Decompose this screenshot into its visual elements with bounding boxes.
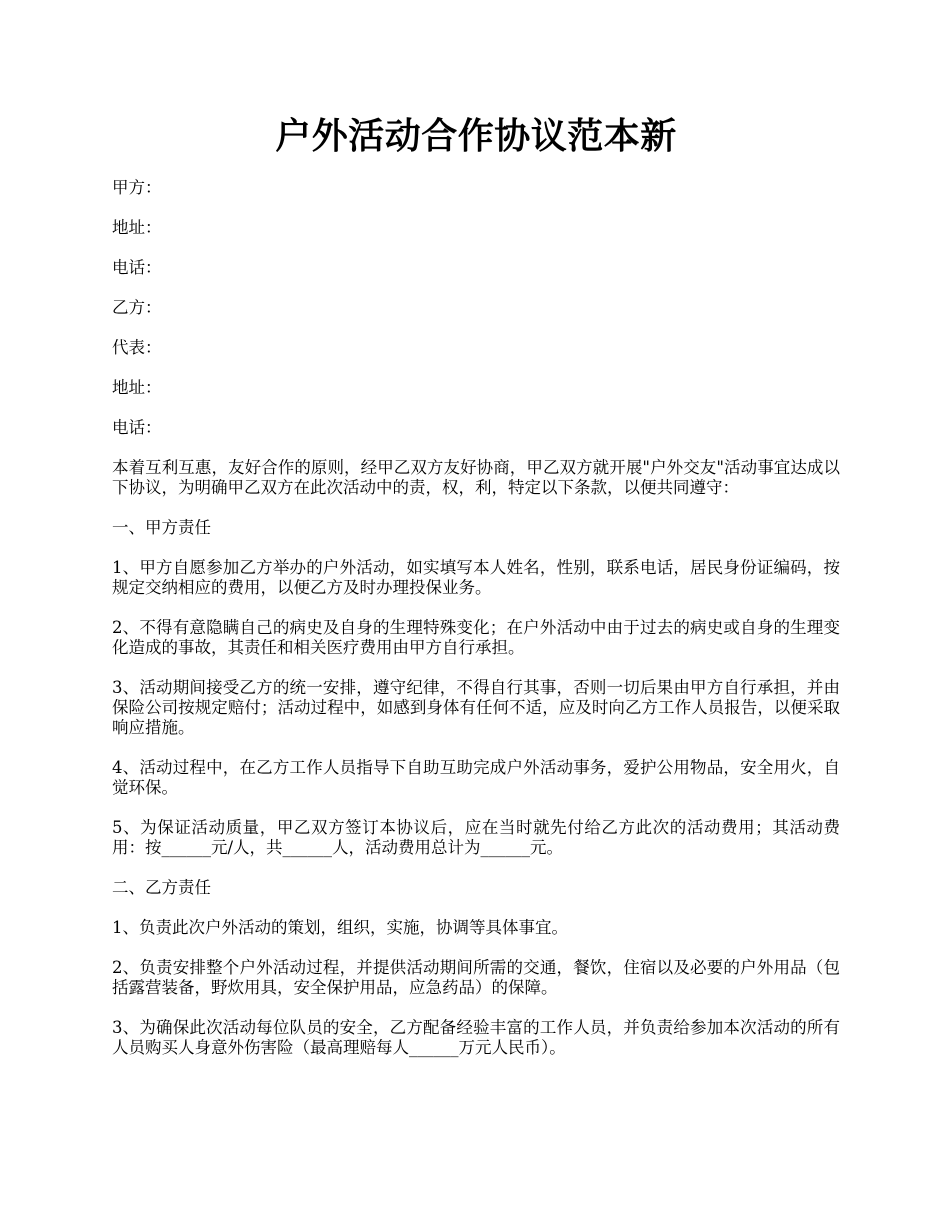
- field-address-a: 地址：: [112, 218, 162, 237]
- clause-a-2: 2、不得有意隐瞒自己的病史及自身的生理特殊变化；在户外活动中由于过去的病史或自身的生理变化造成的事故，其责任和相关医疗费用由甲方自行承担。: [112, 618, 840, 657]
- field-party-b: 乙方：: [112, 298, 162, 317]
- clause-a-3: 3、活动期间接受乙方的统一安排，遵守纪律，不得自行其事，否则一切后果由甲方自行承担，并由保险公司按规定赔付；活动过程中，如感到身体有任何不适，应及时向乙方工作人员报告，以便采取响应措施。: [112, 678, 840, 737]
- clause-a-4: 4、活动过程中，在乙方工作人员指导下自助互助完成户外活动事务，爱护公用物品，安全用火，自觉环保。: [112, 758, 840, 797]
- clause-a-5: 5、为保证活动质量，甲乙双方签订本协议后，应在当时就先付给乙方此次的活动费用；其活动费用：按______元/人，共______人，活动费用总计为______元。: [112, 818, 840, 857]
- section-heading-party-b: 二、乙方责任: [112, 878, 211, 897]
- clause-b-1: 1、负责此次户外活动的策划，组织，实施，协调等具体事宜。: [112, 918, 568, 937]
- intro-paragraph: 本着互利互惠，友好合作的原则，经甲乙双方友好协商，甲乙双方就开展"户外交友"活动事宜达成以下协议，为明确甲乙双方在此次活动中的责，权，利，特定以下条款，以便共同遵守：: [112, 458, 840, 497]
- document-title: 户外活动合作协议范本新: [275, 115, 677, 157]
- clause-a-1: 1、甲方自愿参加乙方举办的户外活动，如实填写本人姓名，性别，联系电话，居民身份证编码，按规定交纳相应的费用，以便乙方及时办理投保业务。: [112, 558, 840, 597]
- field-address-b: 地址：: [112, 378, 162, 397]
- document-page: [112, 110, 840, 1078]
- field-phone-b: 电话：: [112, 418, 162, 437]
- clause-b-3: 3、为确保此次活动每位队员的安全，乙方配备经验丰富的工作人员，并负责给参加本次活动的所有人员购买人身意外伤害险（最高理赔每人______万元人民币）。: [112, 1018, 840, 1057]
- field-representative: 代表：: [112, 338, 162, 357]
- field-party-a: 甲方：: [112, 178, 162, 197]
- section-heading-party-a: 一、甲方责任: [112, 518, 211, 537]
- field-phone-a: 电话：: [112, 258, 162, 277]
- clause-b-2: 2、负责安排整个户外活动过程，并提供活动期间所需的交通，餐饮，住宿以及必要的户外用品（包括露营装备，野炊用具，安全保护用品，应急药品）的保障。: [112, 958, 840, 997]
